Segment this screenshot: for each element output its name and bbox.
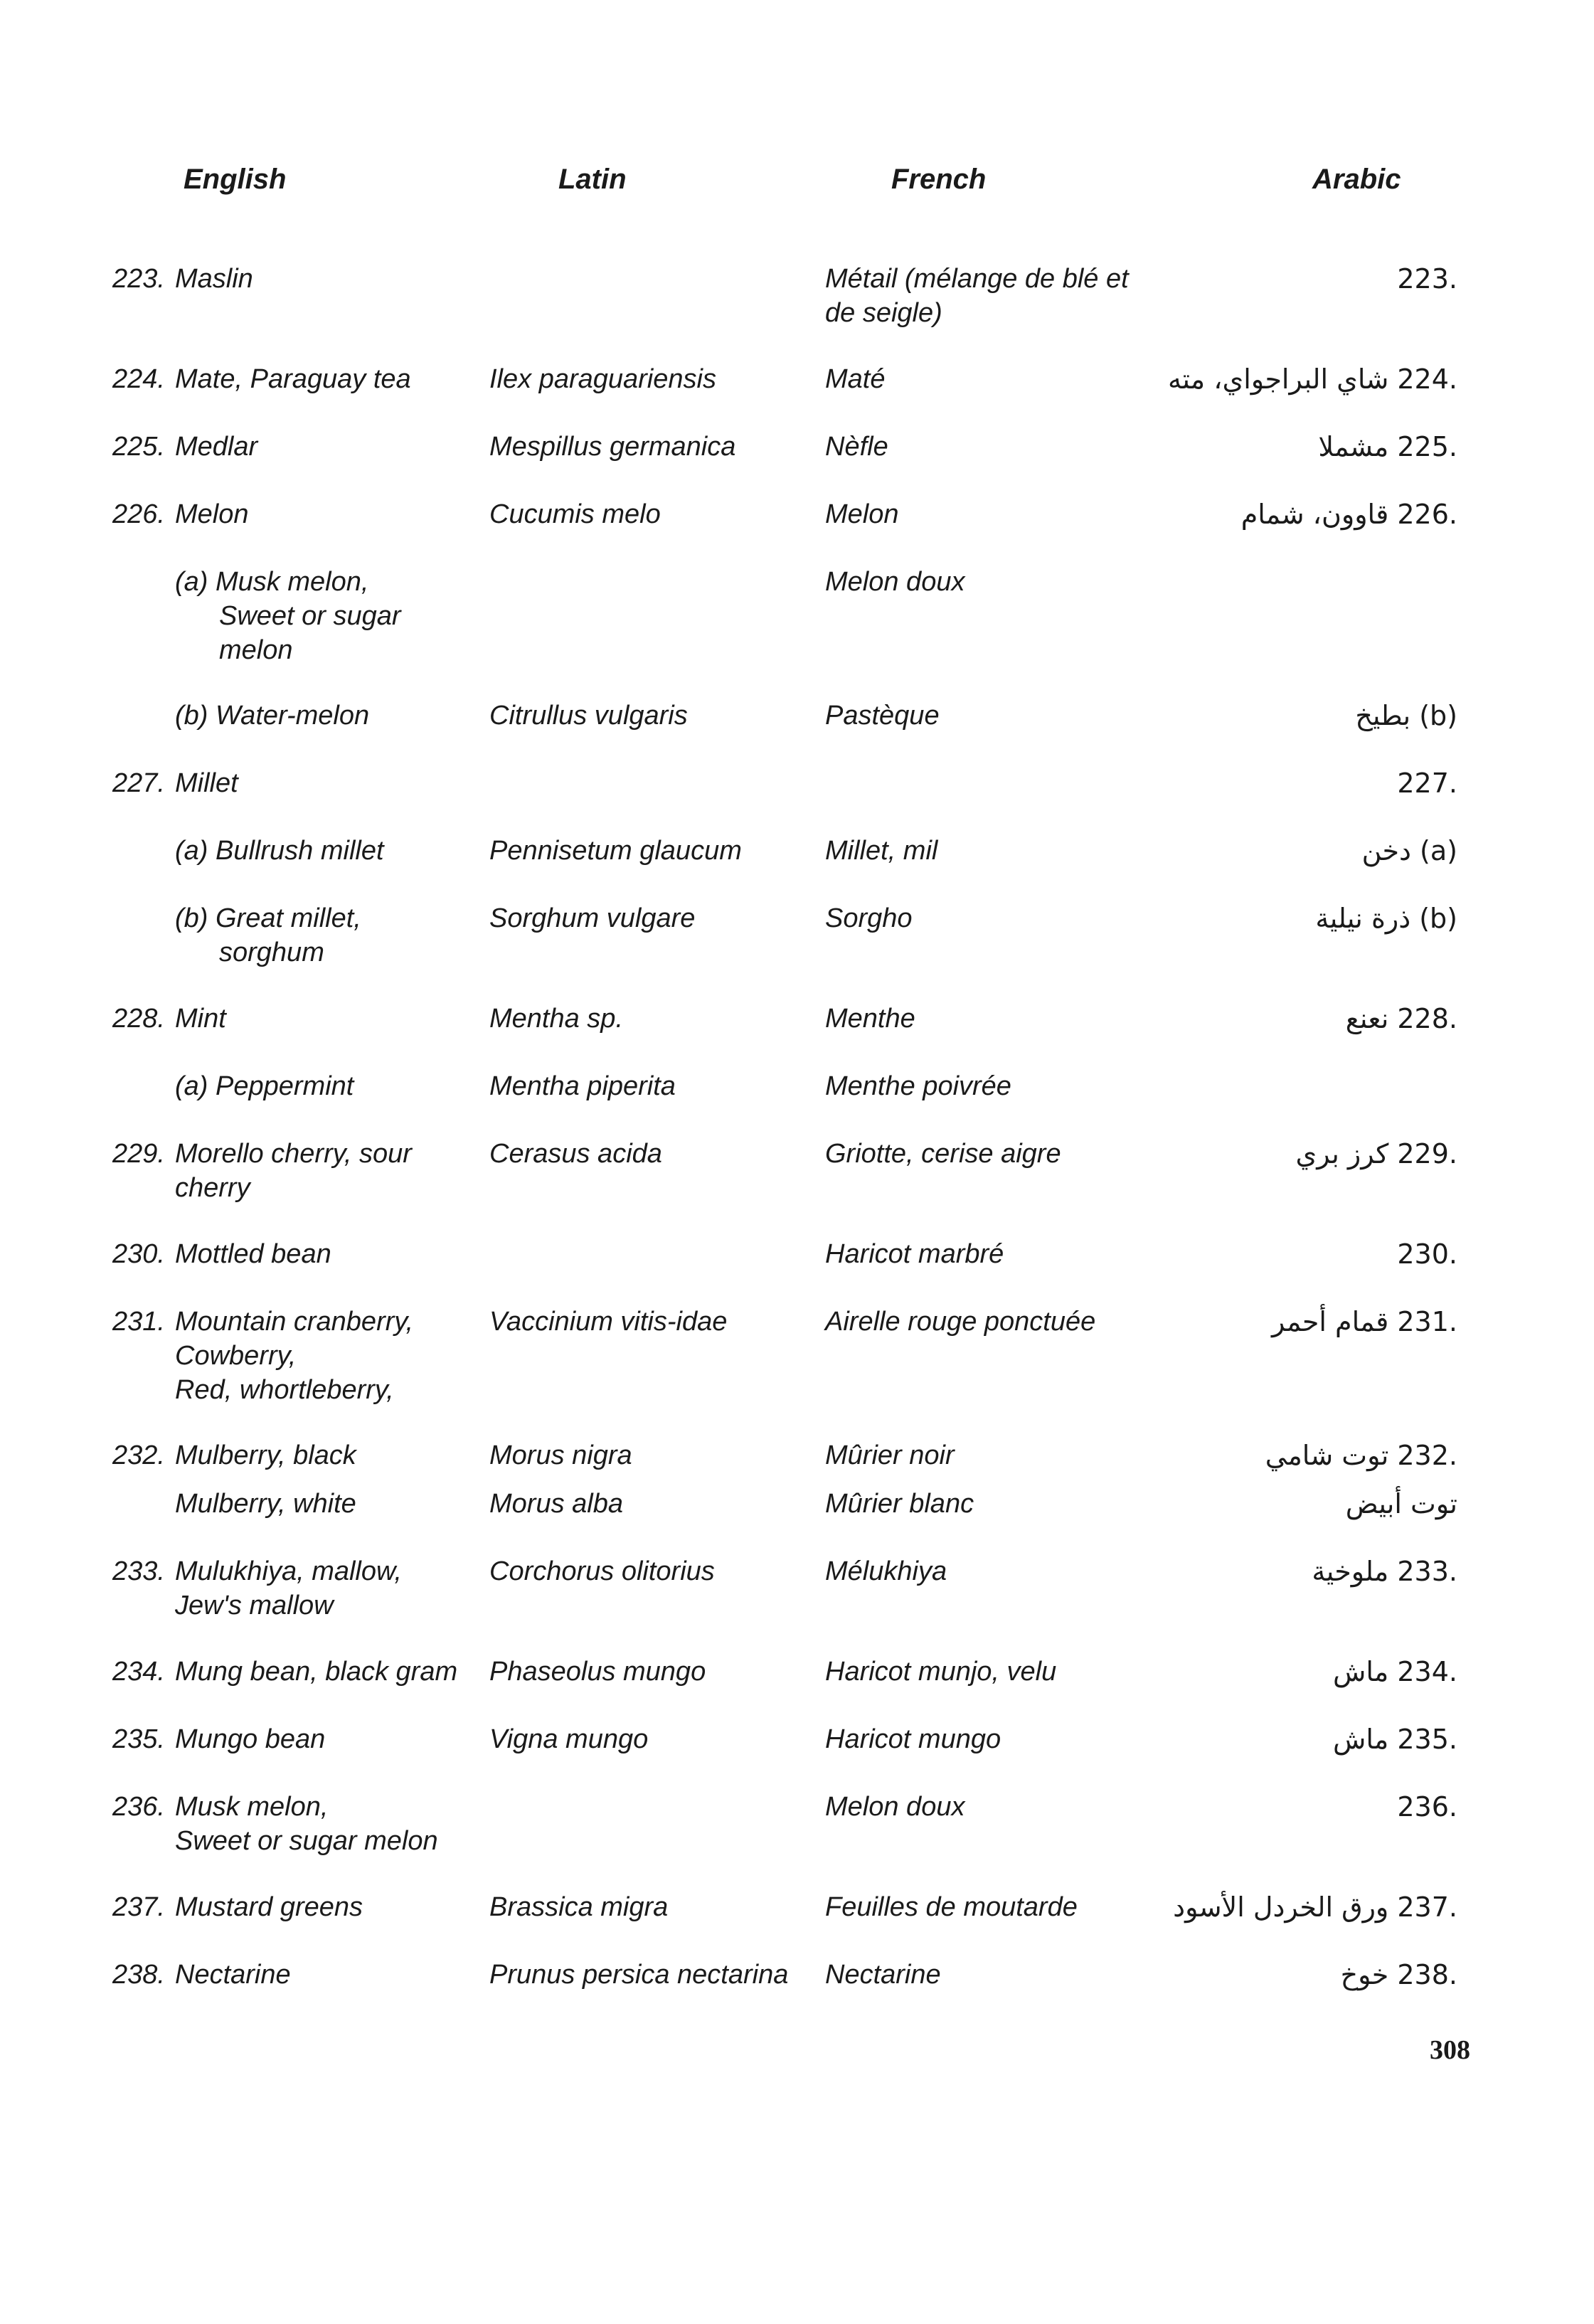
french-term-line: Haricot mungo <box>825 1724 1001 1754</box>
french-term-line: Mûrier noir <box>825 1440 955 1470</box>
english-term-line: Cowberry, <box>175 1341 297 1371</box>
table-row <box>0 766 1594 834</box>
arabic-term: .224 شاي البراجواي، مته <box>1167 364 1457 395</box>
header-french: French <box>891 164 987 195</box>
english-term <box>175 1002 226 1036</box>
table-row <box>0 834 1594 901</box>
latin-name: Mespillus germanica <box>489 432 736 462</box>
entry-number: 233. <box>112 1556 165 1586</box>
french-term-line: Haricot munjo, velu <box>825 1657 1057 1687</box>
table-row <box>0 1069 1594 1137</box>
french-term-line: Pastèque <box>825 701 940 731</box>
french-term-line: Melon <box>825 499 899 529</box>
entry-number: 230. <box>112 1239 165 1269</box>
french-term-line: Haricot marbré <box>825 1239 1004 1269</box>
english-term-line: (a) Musk melon, <box>175 567 369 597</box>
entry-number: 226. <box>112 499 165 529</box>
arabic-term: .227 <box>1397 768 1457 799</box>
french-term <box>825 1790 965 1824</box>
latin-name: Pennisetum glaucum <box>489 836 742 866</box>
english-term <box>175 1722 325 1756</box>
arabic-term: .235 ماش <box>1332 1724 1457 1755</box>
table-row <box>0 1002 1594 1069</box>
entry-number: 238. <box>112 1960 165 1990</box>
english-term-line: cherry <box>175 1173 250 1203</box>
entry-number: 236. <box>112 1792 165 1822</box>
table-row <box>0 362 1594 430</box>
latin-name: Phaseolus mungo <box>489 1657 706 1687</box>
table-row <box>0 1958 1594 2025</box>
table-row <box>0 1438 1594 1487</box>
french-term-line: Griotte, cerise aigre <box>825 1139 1061 1169</box>
french-term <box>825 1958 941 1992</box>
latin-name: Morus alba <box>489 1489 623 1519</box>
english-term-line: Jew's mallow <box>175 1591 334 1620</box>
table-row <box>0 1655 1594 1722</box>
arabic-term: (a) دخن <box>1361 835 1457 866</box>
table-row <box>0 1790 1594 1890</box>
latin-name: Citrullus vulgaris <box>489 701 688 731</box>
english-term <box>175 1655 457 1689</box>
french-term-line: Millet, mil <box>825 836 938 866</box>
table-row <box>0 1237 1594 1305</box>
arabic-term: .234 ماش <box>1332 1656 1457 1687</box>
french-term-line: Nectarine <box>825 1960 941 1990</box>
english-term-line: melon <box>219 635 293 665</box>
english-term-line: Sweet or sugar melon <box>175 1826 438 1856</box>
english-term <box>175 1958 291 1992</box>
french-term <box>825 1655 1056 1689</box>
latin-name: Mentha piperita <box>489 1071 676 1101</box>
french-term-line: Menthe <box>825 1004 915 1034</box>
arabic-term: .223 <box>1397 263 1457 295</box>
arabic-term: (b) بطيخ <box>1355 700 1457 731</box>
english-term <box>175 834 384 868</box>
english-term <box>175 565 401 667</box>
english-term <box>175 430 257 464</box>
english-term-line: Mulberry, white <box>175 1489 356 1519</box>
french-term <box>825 430 888 464</box>
french-term <box>825 1002 915 1036</box>
table-row <box>0 430 1594 497</box>
arabic-term: .233 ملوخية <box>1312 1556 1457 1587</box>
entry-number: 228. <box>112 1004 165 1034</box>
english-term-line: Mungo bean <box>175 1724 326 1754</box>
entry-number: 234. <box>112 1657 165 1687</box>
entry-number: 237. <box>112 1892 165 1922</box>
english-term <box>175 1137 412 1205</box>
english-term <box>175 766 238 800</box>
english-term-line: Mustard greens <box>175 1892 363 1922</box>
french-term <box>825 901 913 935</box>
english-term-line: Sweet or sugar <box>219 601 401 631</box>
english-term-line: Melon <box>175 499 249 529</box>
table-row <box>0 1890 1594 1958</box>
latin-name: Morus nigra <box>489 1440 632 1470</box>
arabic-term: .225 مشملا <box>1318 431 1457 462</box>
english-term-line: Mulukhiya, mallow, <box>175 1556 402 1586</box>
arabic-term: .237 ورق الخردل الأسود <box>1173 1891 1457 1923</box>
french-term <box>825 1554 947 1588</box>
french-term <box>825 1890 1078 1924</box>
arabic-term: (b) ذرة نيلية <box>1315 903 1457 934</box>
english-term <box>175 1069 354 1103</box>
english-term <box>175 1487 356 1521</box>
header-latin: Latin <box>558 164 627 195</box>
english-term <box>175 699 369 733</box>
english-term <box>175 497 249 531</box>
french-term-line: Métail (mélange de blé et <box>825 264 1129 294</box>
english-term-line: Nectarine <box>175 1960 291 1990</box>
header-arabic: Arabic <box>1312 164 1401 195</box>
entry-number: 225. <box>112 432 165 462</box>
page-number: 308 <box>1430 2035 1470 2065</box>
french-term-line: Nèfle <box>825 432 888 462</box>
english-term-line: Mint <box>175 1004 226 1034</box>
english-term <box>175 1305 413 1407</box>
latin-name: Cucumis melo <box>489 499 661 529</box>
arabic-term: .226 قاوون، شمام <box>1240 499 1457 530</box>
english-term-line: (a) Bullrush millet <box>175 836 384 866</box>
english-term-line: Mountain cranberry, <box>175 1307 414 1337</box>
french-term-line: Melon doux <box>825 1792 965 1822</box>
french-term <box>825 1722 1001 1756</box>
french-term-line: Melon doux <box>825 567 965 597</box>
latin-name: Sorghum vulgare <box>489 903 696 933</box>
french-term-line: de seigle) <box>825 298 942 328</box>
french-term-line: Mûrier blanc <box>825 1489 974 1519</box>
table-row <box>0 1487 1594 1554</box>
table-row <box>0 1305 1594 1438</box>
latin-name: Ilex paraguariensis <box>489 364 716 394</box>
french-term <box>825 1305 1095 1339</box>
french-term-line: Maté <box>825 364 886 394</box>
glossary-table <box>0 262 1594 2025</box>
arabic-term: .229 كرز بري <box>1295 1138 1457 1169</box>
french-term-line: Mélukhiya <box>825 1556 947 1586</box>
english-term <box>175 901 361 970</box>
french-term-line: Menthe poivrée <box>825 1071 1011 1101</box>
english-term-line: Red, whortleberry, <box>175 1375 394 1405</box>
english-term <box>175 362 411 396</box>
french-term-line: Airelle rouge ponctuée <box>825 1307 1096 1337</box>
french-term <box>825 1487 974 1521</box>
english-term-line: (a) Peppermint <box>175 1071 354 1101</box>
arabic-term: .231 قمام أحمر <box>1271 1306 1457 1337</box>
latin-name: Vaccinium vitis-idae <box>489 1307 728 1337</box>
table-row <box>0 1137 1594 1237</box>
french-term <box>825 699 940 733</box>
english-term-line: Mate, Paraguay tea <box>175 364 411 394</box>
arabic-term: .230 <box>1397 1238 1457 1270</box>
table-row <box>0 699 1594 766</box>
latin-name: Brassica migra <box>489 1892 669 1922</box>
french-term-line: Sorgho <box>825 903 913 933</box>
entry-number: 231. <box>112 1307 165 1337</box>
english-term-line: Musk melon, <box>175 1792 329 1822</box>
table-row <box>0 262 1594 362</box>
english-term-line: Medlar <box>175 432 258 462</box>
latin-name: Prunus persica nectarina <box>489 1960 789 1990</box>
table-row <box>0 1554 1594 1655</box>
english-term <box>175 1554 402 1623</box>
french-term <box>825 834 937 868</box>
entry-number: 232. <box>112 1440 165 1470</box>
english-term-line: Maslin <box>175 264 253 294</box>
english-term <box>175 1237 331 1271</box>
entry-number: 229. <box>112 1139 165 1169</box>
french-term <box>825 1069 1011 1103</box>
english-term-line: Mulberry, black <box>175 1440 356 1470</box>
table-row <box>0 901 1594 1002</box>
arabic-term: .228 نعنع <box>1345 1003 1457 1034</box>
latin-name: Corchorus olitorius <box>489 1556 715 1586</box>
english-term <box>175 1890 363 1924</box>
french-term-line: Feuilles de moutarde <box>825 1892 1078 1922</box>
english-term-line: Mung bean, black gram <box>175 1657 458 1687</box>
french-term <box>825 1237 1004 1271</box>
table-row <box>0 1722 1594 1790</box>
table-row <box>0 565 1594 699</box>
english-term-line: Mottled bean <box>175 1239 331 1269</box>
arabic-term: توت أبيض <box>1345 1488 1457 1519</box>
english-term-line: Millet <box>175 768 238 798</box>
latin-name: Cerasus acida <box>489 1139 662 1169</box>
english-term-line: (b) Water-melon <box>175 701 370 731</box>
french-term <box>825 497 899 531</box>
french-term <box>825 362 885 396</box>
entry-number: 227. <box>112 768 165 798</box>
french-term <box>825 262 1129 330</box>
header-english: English <box>184 164 287 195</box>
french-term <box>825 1438 955 1473</box>
arabic-term: .236 <box>1397 1791 1457 1822</box>
entry-number: 223. <box>112 264 165 294</box>
latin-name: Vigna mungo <box>489 1724 649 1754</box>
french-term <box>825 1137 1061 1171</box>
entry-number: 235. <box>112 1724 165 1754</box>
latin-name: Mentha sp. <box>489 1004 623 1034</box>
table-row <box>0 497 1594 565</box>
column-headers <box>0 164 1594 206</box>
english-term-line: Morello cherry, sour <box>175 1139 412 1169</box>
arabic-term: .232 توت شامي <box>1265 1440 1457 1471</box>
french-term <box>825 565 965 599</box>
arabic-term: .238 خوخ <box>1340 1959 1457 1990</box>
english-term <box>175 1438 356 1473</box>
english-term-line: (b) Great millet, <box>175 903 361 933</box>
entry-number: 224. <box>112 364 165 394</box>
english-term <box>175 1790 438 1858</box>
english-term <box>175 262 253 296</box>
english-term-line: sorghum <box>219 938 324 967</box>
